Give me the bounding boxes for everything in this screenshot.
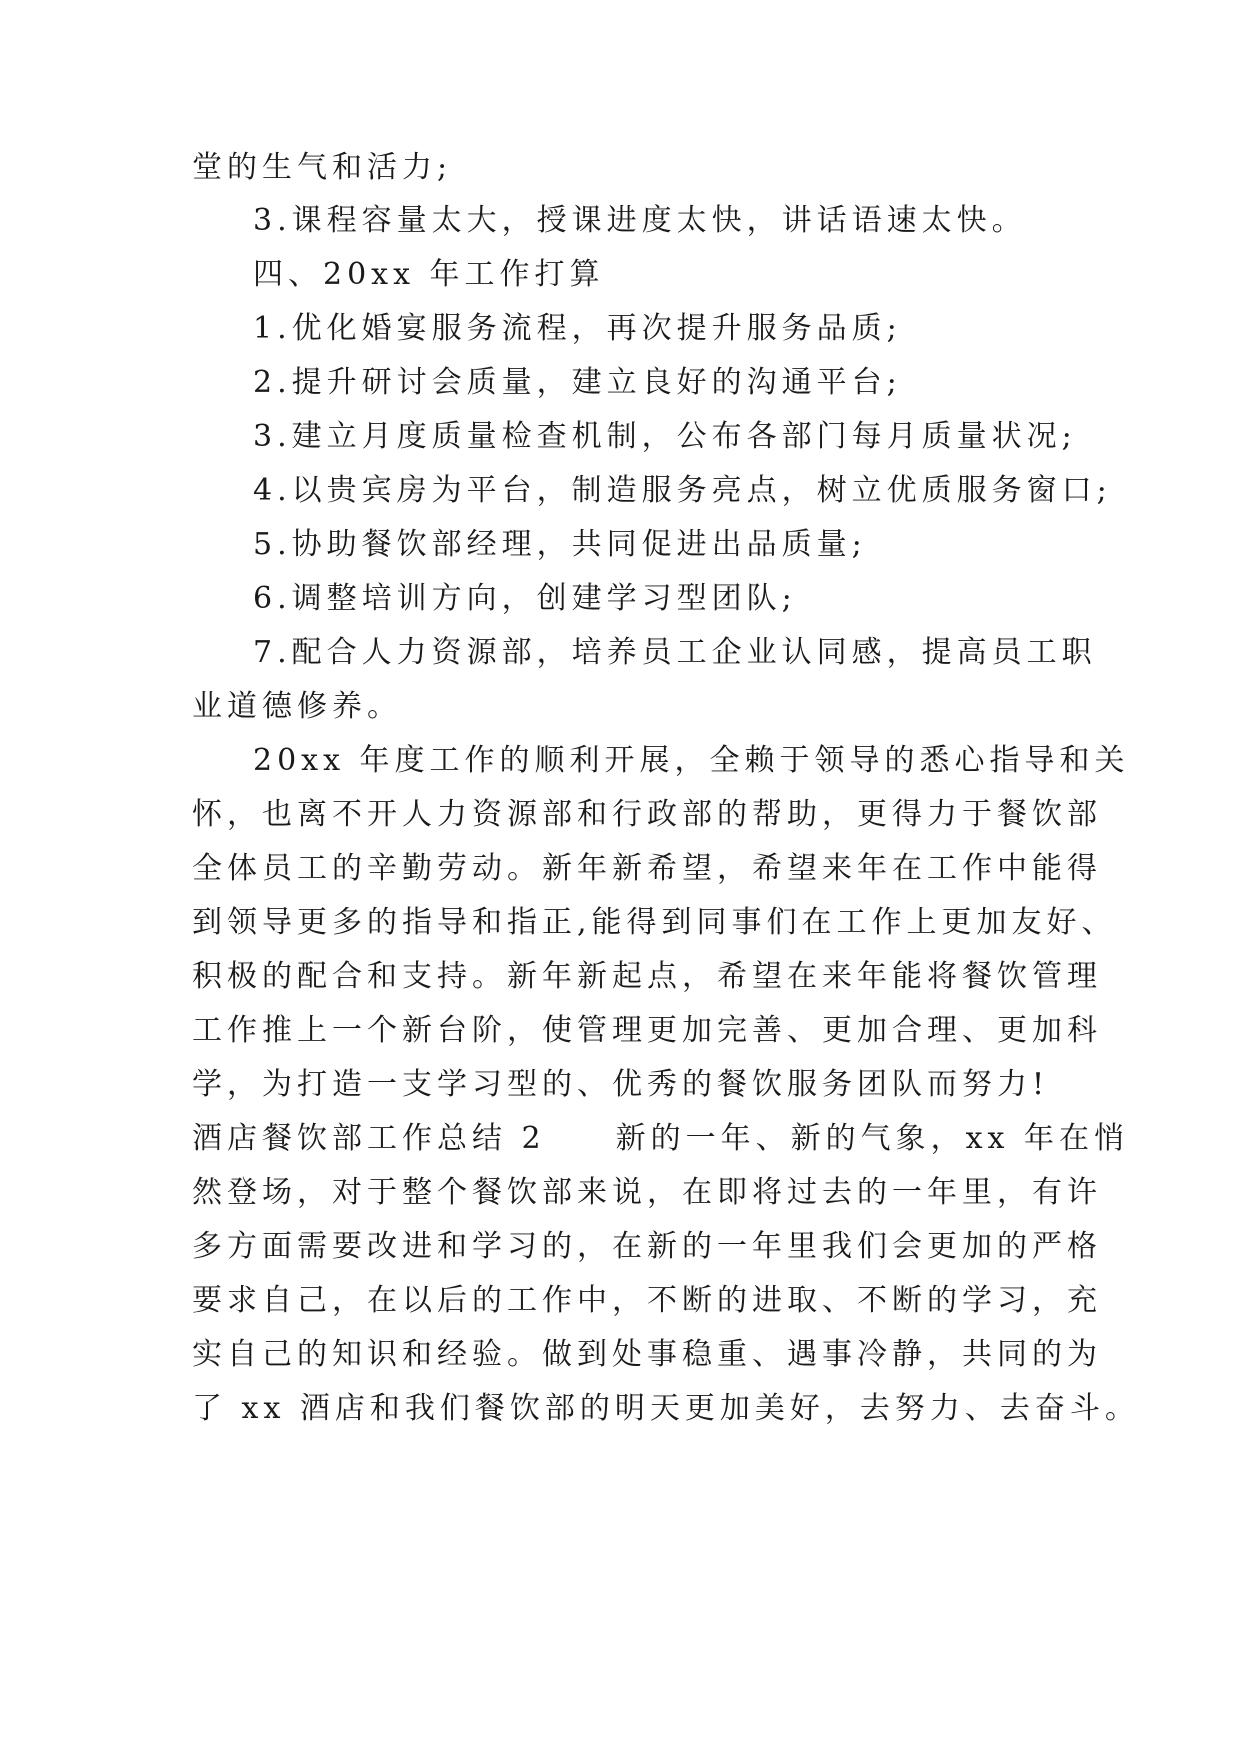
paragraph-line: 实自己的知识和经验。做到处事稳重、遇事冷静，共同的为 — [192, 1337, 1102, 1372]
list-item: 6.调整培训方向，创建学习型团队; — [253, 581, 797, 616]
paragraph-line: 多方面需要改进和学习的，在新的一年里我们会更加的严格 — [192, 1229, 1102, 1264]
paragraph-line: 到领导更多的指导和指正,能得到同事们在工作上更加友好、 — [192, 905, 1117, 940]
list-item: 5.协助餐饮部经理，共同促进出品质量; — [253, 527, 867, 562]
list-item: 1.优化婚宴服务流程，再次提升服务品质; — [253, 311, 902, 346]
paragraph-line: 要求自己，在以后的工作中，不断的进取、不断的学习，充 — [192, 1283, 1102, 1318]
text-line: 堂的生气和活力; — [192, 150, 453, 185]
list-item: 7.配合人力资源部，培养员工企业认同感，提高员工职 — [253, 635, 1097, 670]
text-line: 3.课程容量太大，授课进度太快，讲话语速太快。 — [253, 203, 1027, 238]
paragraph-line: 然登场，对于整个餐饮部来说，在即将过去的一年里，有许 — [192, 1175, 1102, 1210]
paragraph-line: 了 xx 酒店和我们餐饮部的明天更加美好，去努力、去奋斗。 — [192, 1391, 1140, 1426]
list-item: 4.以贵宾房为平台，制造服务亮点，树立优质服务窗口; — [253, 473, 1112, 508]
paragraph-line: 学，为打造一支学习型的、优秀的餐饮服务团队而努力! — [192, 1067, 1050, 1102]
section-heading: 四、20xx 年工作打算 — [253, 257, 605, 292]
paragraph-line: 全体员工的辛勤劳动。新年新希望，希望来年在工作中能得 — [192, 851, 1102, 886]
paragraph-line: 20xx 年度工作的顺利开展，全赖于领导的悉心指导和关 — [253, 743, 1130, 778]
list-item: 2.提升研讨会质量，建立良好的沟通平台; — [253, 365, 902, 400]
paragraph-line: 积极的配合和支持。新年新起点，希望在来年能将餐饮管理 — [192, 959, 1102, 994]
list-item: 3.建立月度质量检查机制，公布各部门每月质量状况; — [253, 419, 1077, 454]
paragraph-line: 工作推上一个新台阶，使管理更加完善、更加合理、更加科 — [192, 1013, 1102, 1048]
text-line: 业道德修养。 — [192, 689, 402, 724]
paragraph-line: 酒店餐饮部工作总结 2 新的一年、新的气象，xx 年在悄 — [192, 1121, 1129, 1156]
paragraph-line: 怀，也离不开人力资源部和行政部的帮助，更得力于餐饮部 — [192, 797, 1102, 832]
